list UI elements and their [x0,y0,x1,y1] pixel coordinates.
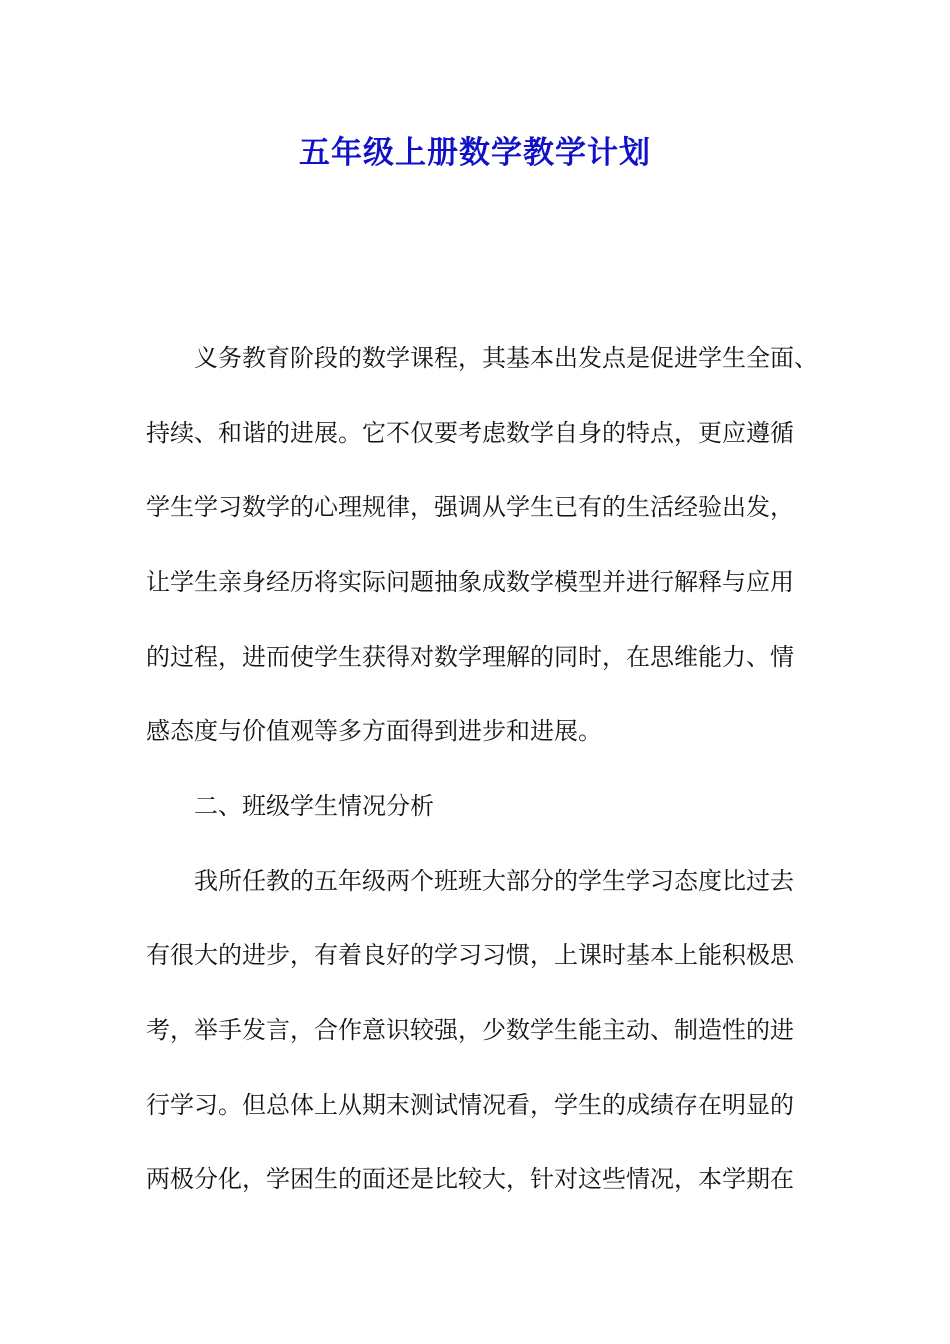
paragraph-line: 考，举手发言，合作意识较强，少数学生能主动、制造性的进 [146,1016,794,1044]
paragraph-line: 义务教育阶段的数学课程，其基本出发点是促进学生全面、 [194,344,818,372]
paragraph-line: 持续、和谐的进展。它不仅要考虑数学自身的特点，更应遵循 [146,419,794,447]
paragraph-line: 感态度与价值观等多方面得到进步和进展。 [146,717,602,745]
document-title: 五年级上册数学教学计划 [299,135,651,171]
paragraph-line: 的过程，进而使学生获得对数学理解的同时，在思维能力、情 [146,643,794,671]
paragraph-line: 两极分化，学困生的面还是比较大，针对这些情况，本学期在 [146,1165,794,1193]
paragraph-line: 行学习。但总体上从期末测试情况看，学生的成绩存在明显的 [146,1091,794,1119]
section-heading: 二、班级学生情况分析 [194,792,434,820]
paragraph-line: 让学生亲身经历将实际问题抽象成数学模型并进行解释与应用 [146,568,794,596]
paragraph-line: 我所任教的五年级两个班班大部分的学生学习态度比过去 [194,867,794,895]
paragraph-line: 学生学习数学的心理规律，强调从学生已有的生活经验出发， [146,493,794,521]
paragraph-line: 有很大的进步，有着良好的学习习惯，上课时基本上能积极思 [146,941,794,969]
